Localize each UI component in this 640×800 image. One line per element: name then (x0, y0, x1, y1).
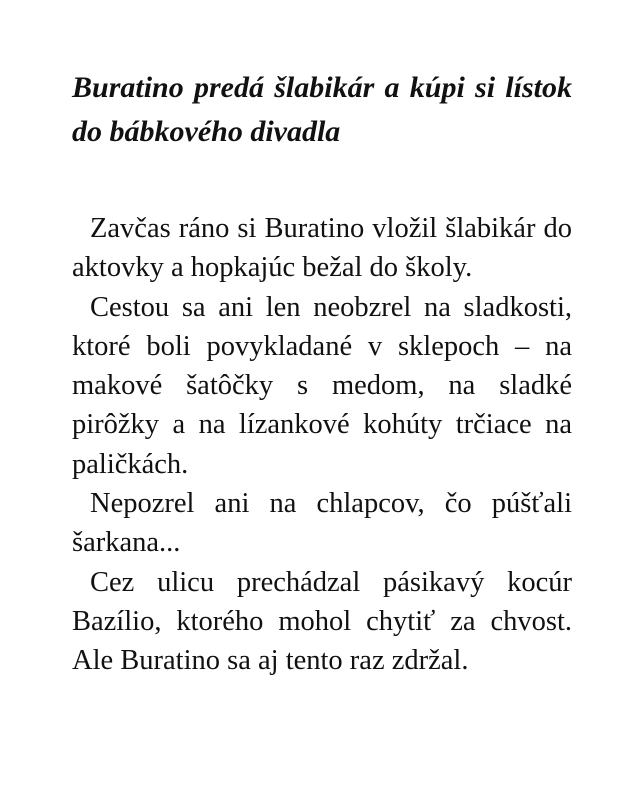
paragraph: Cez ulicu prechádzal pásikavý kocúr Bazílio, ktorého mohol chytiť za chvost. Ale Buratino sa aj tento raz zdržal. (72, 566, 572, 677)
book-page (72, 66, 572, 681)
paragraph: Cestou sa ani len neobzrel na sladkosti, ktoré boli povykladané v sklepoch – na makové šatôčky s medom, na sladké pirôžky a na lízankové kohúty trčiace na paličkách. (72, 291, 572, 480)
chapter-title: Buratino predá šlabikár a kúpi si lístok do bábkového divadla (72, 71, 572, 148)
chapter-body (72, 209, 572, 681)
paragraph: Nepozrel ani na chlapcov, čo púšťali šarkana... (72, 488, 572, 559)
paragraph: Zavčas ráno si Buratino vložil šlabikár do aktovky a hopkajúc bežal do školy. (72, 213, 572, 284)
